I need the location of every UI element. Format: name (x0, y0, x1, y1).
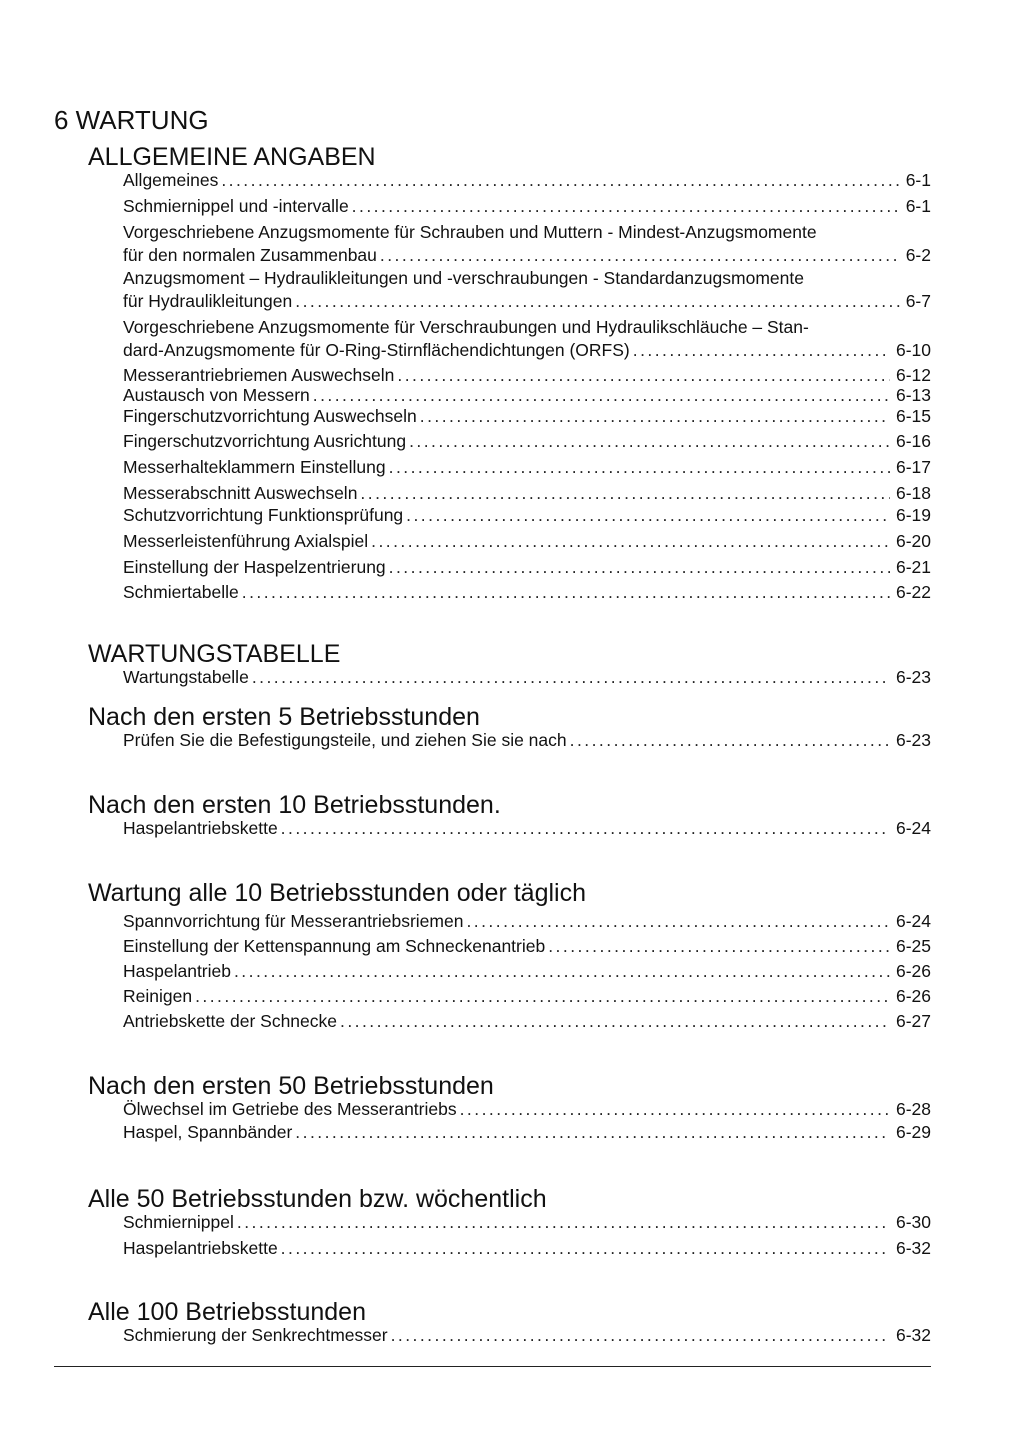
toc-section-alle-100-stunden (88, 1298, 931, 1347)
entry-page: 6-1 (905, 196, 931, 216)
entry-label: Ölwechsel im Getriebe des Messerantriebs (123, 1099, 457, 1119)
leader-dots (340, 1010, 890, 1033)
entry-label: Haspelantriebskette (123, 1238, 278, 1258)
entry-page: 6-19 (895, 505, 931, 525)
entry-page: 6-24 (895, 911, 931, 931)
leader-dots (389, 556, 890, 579)
leader-dots (389, 456, 890, 479)
entry-label: Haspelantriebskette (123, 818, 278, 838)
leader-dots (406, 504, 890, 527)
toc-entry[interactable] (123, 556, 931, 579)
entry-page: 6-20 (895, 531, 931, 551)
section-title: Nach den ersten 50 Betriebsstunden (88, 1072, 494, 1100)
entry-page: 6-10 (895, 340, 931, 360)
section-title: Alle 100 Betriebsstunden (88, 1298, 366, 1326)
entry-label: Reinigen (123, 986, 193, 1006)
toc-section-nach-10-stunden (88, 791, 931, 840)
leader-dots (391, 1324, 890, 1347)
toc-entry[interactable] (123, 169, 931, 192)
leader-dots (548, 935, 890, 958)
leader-dots (281, 1237, 890, 1260)
entry-label: Schmiertabelle (123, 582, 239, 602)
entry-label: Allgemeines (123, 170, 219, 190)
leader-dots (195, 985, 890, 1008)
leader-dots (237, 1211, 890, 1234)
entry-page: 6-28 (895, 1099, 931, 1119)
entry-label: Prüfen Sie die Befestigungsteile, und ziehen Sie sie nach (123, 730, 567, 750)
toc-entry[interactable] (123, 666, 931, 689)
leader-dots (295, 290, 899, 313)
toc-entry[interactable] (123, 729, 931, 752)
toc-section-allgemeine-angaben (88, 143, 931, 604)
entry-page: 6-26 (895, 986, 931, 1006)
toc-entry-list (88, 169, 931, 604)
toc-section-nach-5-stunden (88, 703, 931, 752)
toc-entry[interactable] (123, 1121, 931, 1144)
entry-label: Fingerschutzvorrichtung Auswechseln (123, 406, 417, 426)
entry-label: Haspel, Spannbänder (123, 1122, 293, 1142)
toc-entry[interactable] (123, 1237, 931, 1260)
toc-entry[interactable] (123, 482, 931, 505)
leader-dots (352, 195, 900, 218)
toc-entry-list (88, 1211, 931, 1260)
entry-page: 6-16 (895, 431, 931, 451)
section-title: Wartung alle 10 Betriebsstunden oder täglich (88, 879, 586, 907)
entry-page: 6-1 (905, 170, 931, 190)
toc-entry[interactable] (123, 456, 931, 479)
toc-entry-list (88, 817, 931, 840)
section-title: Nach den ersten 5 Betriebsstunden (88, 703, 480, 731)
entry-page: 6-27 (895, 1011, 931, 1031)
section-title: Nach den ersten 10 Betriebsstunden. (88, 791, 501, 819)
entry-page: 6-29 (895, 1122, 931, 1142)
toc-entry[interactable] (123, 581, 931, 604)
entry-label: Spannvorrichtung für Messerantriebsriemen (123, 911, 464, 931)
leader-dots (420, 405, 890, 428)
entry-label: Wartungstabelle (123, 667, 249, 687)
entry-page: 6-23 (895, 667, 931, 687)
toc-entry[interactable] (123, 1211, 931, 1234)
leader-dots (409, 430, 890, 453)
entry-label: Haspelantrieb (123, 961, 231, 981)
entry-page: 6-23 (895, 730, 931, 750)
entry-label: Einstellung der Haspelzentrierung (123, 557, 386, 577)
entry-page: 6-22 (895, 582, 931, 602)
leader-dots (295, 1121, 890, 1144)
entry-page: 6-32 (895, 1238, 931, 1258)
chapter-title: 6 WARTUNG (54, 105, 209, 135)
toc-entry[interactable] (123, 1010, 931, 1033)
toc-entry-list (88, 666, 931, 689)
entry-page: 6-13 (895, 385, 931, 405)
toc-entry[interactable] (123, 817, 931, 840)
leader-dots (221, 169, 899, 192)
toc-entry[interactable] (123, 1324, 931, 1347)
toc-entry[interactable] (123, 316, 931, 362)
toc-entry[interactable] (123, 384, 931, 407)
entry-page: 6-7 (905, 291, 931, 311)
entry-label: Messerhalteklammern Einstellung (123, 457, 386, 477)
entry-label: Messerleistenführung Axialspiel (123, 531, 369, 551)
leader-dots (570, 729, 890, 752)
toc-entry[interactable] (123, 195, 931, 218)
toc-entry-list (88, 729, 931, 752)
entry-label-line1: Vorgeschriebene Anzugsmomente für Verschraubungen und Hydraulikschläuche – Stan- (123, 317, 809, 337)
entry-page: 6-25 (895, 936, 931, 956)
entry-label: Messerabschnitt Auswechseln (123, 483, 358, 503)
toc-entry[interactable] (123, 221, 931, 267)
toc-entry[interactable] (123, 430, 931, 453)
leader-dots (466, 910, 890, 933)
leader-dots (242, 581, 890, 604)
toc-entry[interactable] (123, 267, 931, 313)
toc-entry-list (88, 1324, 931, 1347)
leader-dots (380, 244, 900, 267)
entry-label: Schmierung der Senkrechtmesser (123, 1325, 388, 1345)
entry-page: 6-26 (895, 961, 931, 981)
bottom-divider (54, 1366, 931, 1367)
leader-dots (234, 960, 890, 983)
toc-section-alle-10-stunden (88, 879, 931, 1033)
toc-section-nach-50-stunden (88, 1072, 931, 1144)
entry-page: 6-32 (895, 1325, 931, 1345)
entry-label: Einstellung der Kettenspannung am Schneckenantrieb (123, 936, 546, 956)
entry-label-line1: Anzugsmoment – Hydraulikleitungen und -verschraubungen - Standardanzugsmomente (123, 268, 804, 288)
leader-dots (281, 817, 890, 840)
toc-section-wartungstabelle (88, 640, 931, 689)
toc-entry[interactable] (123, 1098, 931, 1121)
toc-entry[interactable] (123, 910, 931, 933)
entry-page: 6-12 (895, 365, 931, 385)
entry-label: für Hydraulikleitungen (123, 291, 293, 311)
entry-label: Austausch von Messern (123, 385, 310, 405)
entry-label: Messerantriebriemen Auswechseln (123, 365, 395, 385)
leader-dots (313, 384, 890, 407)
entry-page: 6-15 (895, 406, 931, 426)
leader-dots (371, 530, 890, 553)
entry-label: Schutzvorrichtung Funktionsprüfung (123, 505, 404, 525)
section-title: ALLGEMEINE ANGABEN (88, 143, 376, 171)
toc-entry[interactable] (123, 960, 931, 983)
toc-section-alle-50-stunden (88, 1185, 931, 1260)
entry-page: 6-18 (895, 483, 931, 503)
entry-label: für den normalen Zusammenbau (123, 245, 377, 265)
entry-page: 6-21 (895, 557, 931, 577)
toc-entry[interactable] (123, 530, 931, 553)
toc-entry-list (88, 910, 931, 1033)
section-title: Alle 50 Betriebsstunden bzw. wöchentlich (88, 1185, 547, 1213)
entry-page: 6-24 (895, 818, 931, 838)
entry-label-line1: Vorgeschriebene Anzugsmomente für Schrauben und Muttern - Mindest-Anzugsmomente (123, 222, 817, 242)
leader-dots (360, 482, 890, 505)
entry-label: Schmiernippel und -intervalle (123, 196, 349, 216)
toc-entry-list (88, 1098, 931, 1144)
toc-entry[interactable] (123, 985, 931, 1008)
entry-page: 6-2 (905, 245, 931, 265)
leader-dots (460, 1098, 890, 1121)
toc-entry[interactable] (123, 504, 931, 527)
toc-entry[interactable] (123, 405, 931, 428)
leader-dots (633, 339, 890, 362)
toc-entry[interactable] (123, 935, 931, 958)
entry-label: Antriebskette der Schnecke (123, 1011, 338, 1031)
entry-page: 6-17 (895, 457, 931, 477)
entry-label: Fingerschutzvorrichtung Ausrichtung (123, 431, 407, 451)
entry-label: Schmiernippel (123, 1212, 234, 1232)
leader-dots (252, 666, 890, 689)
section-title: WARTUNGSTABELLE (88, 640, 341, 668)
entry-label: dard-Anzugsmomente für O-Ring-Stirnflächendichtungen (ORFS) (123, 340, 630, 360)
entry-page: 6-30 (895, 1212, 931, 1232)
